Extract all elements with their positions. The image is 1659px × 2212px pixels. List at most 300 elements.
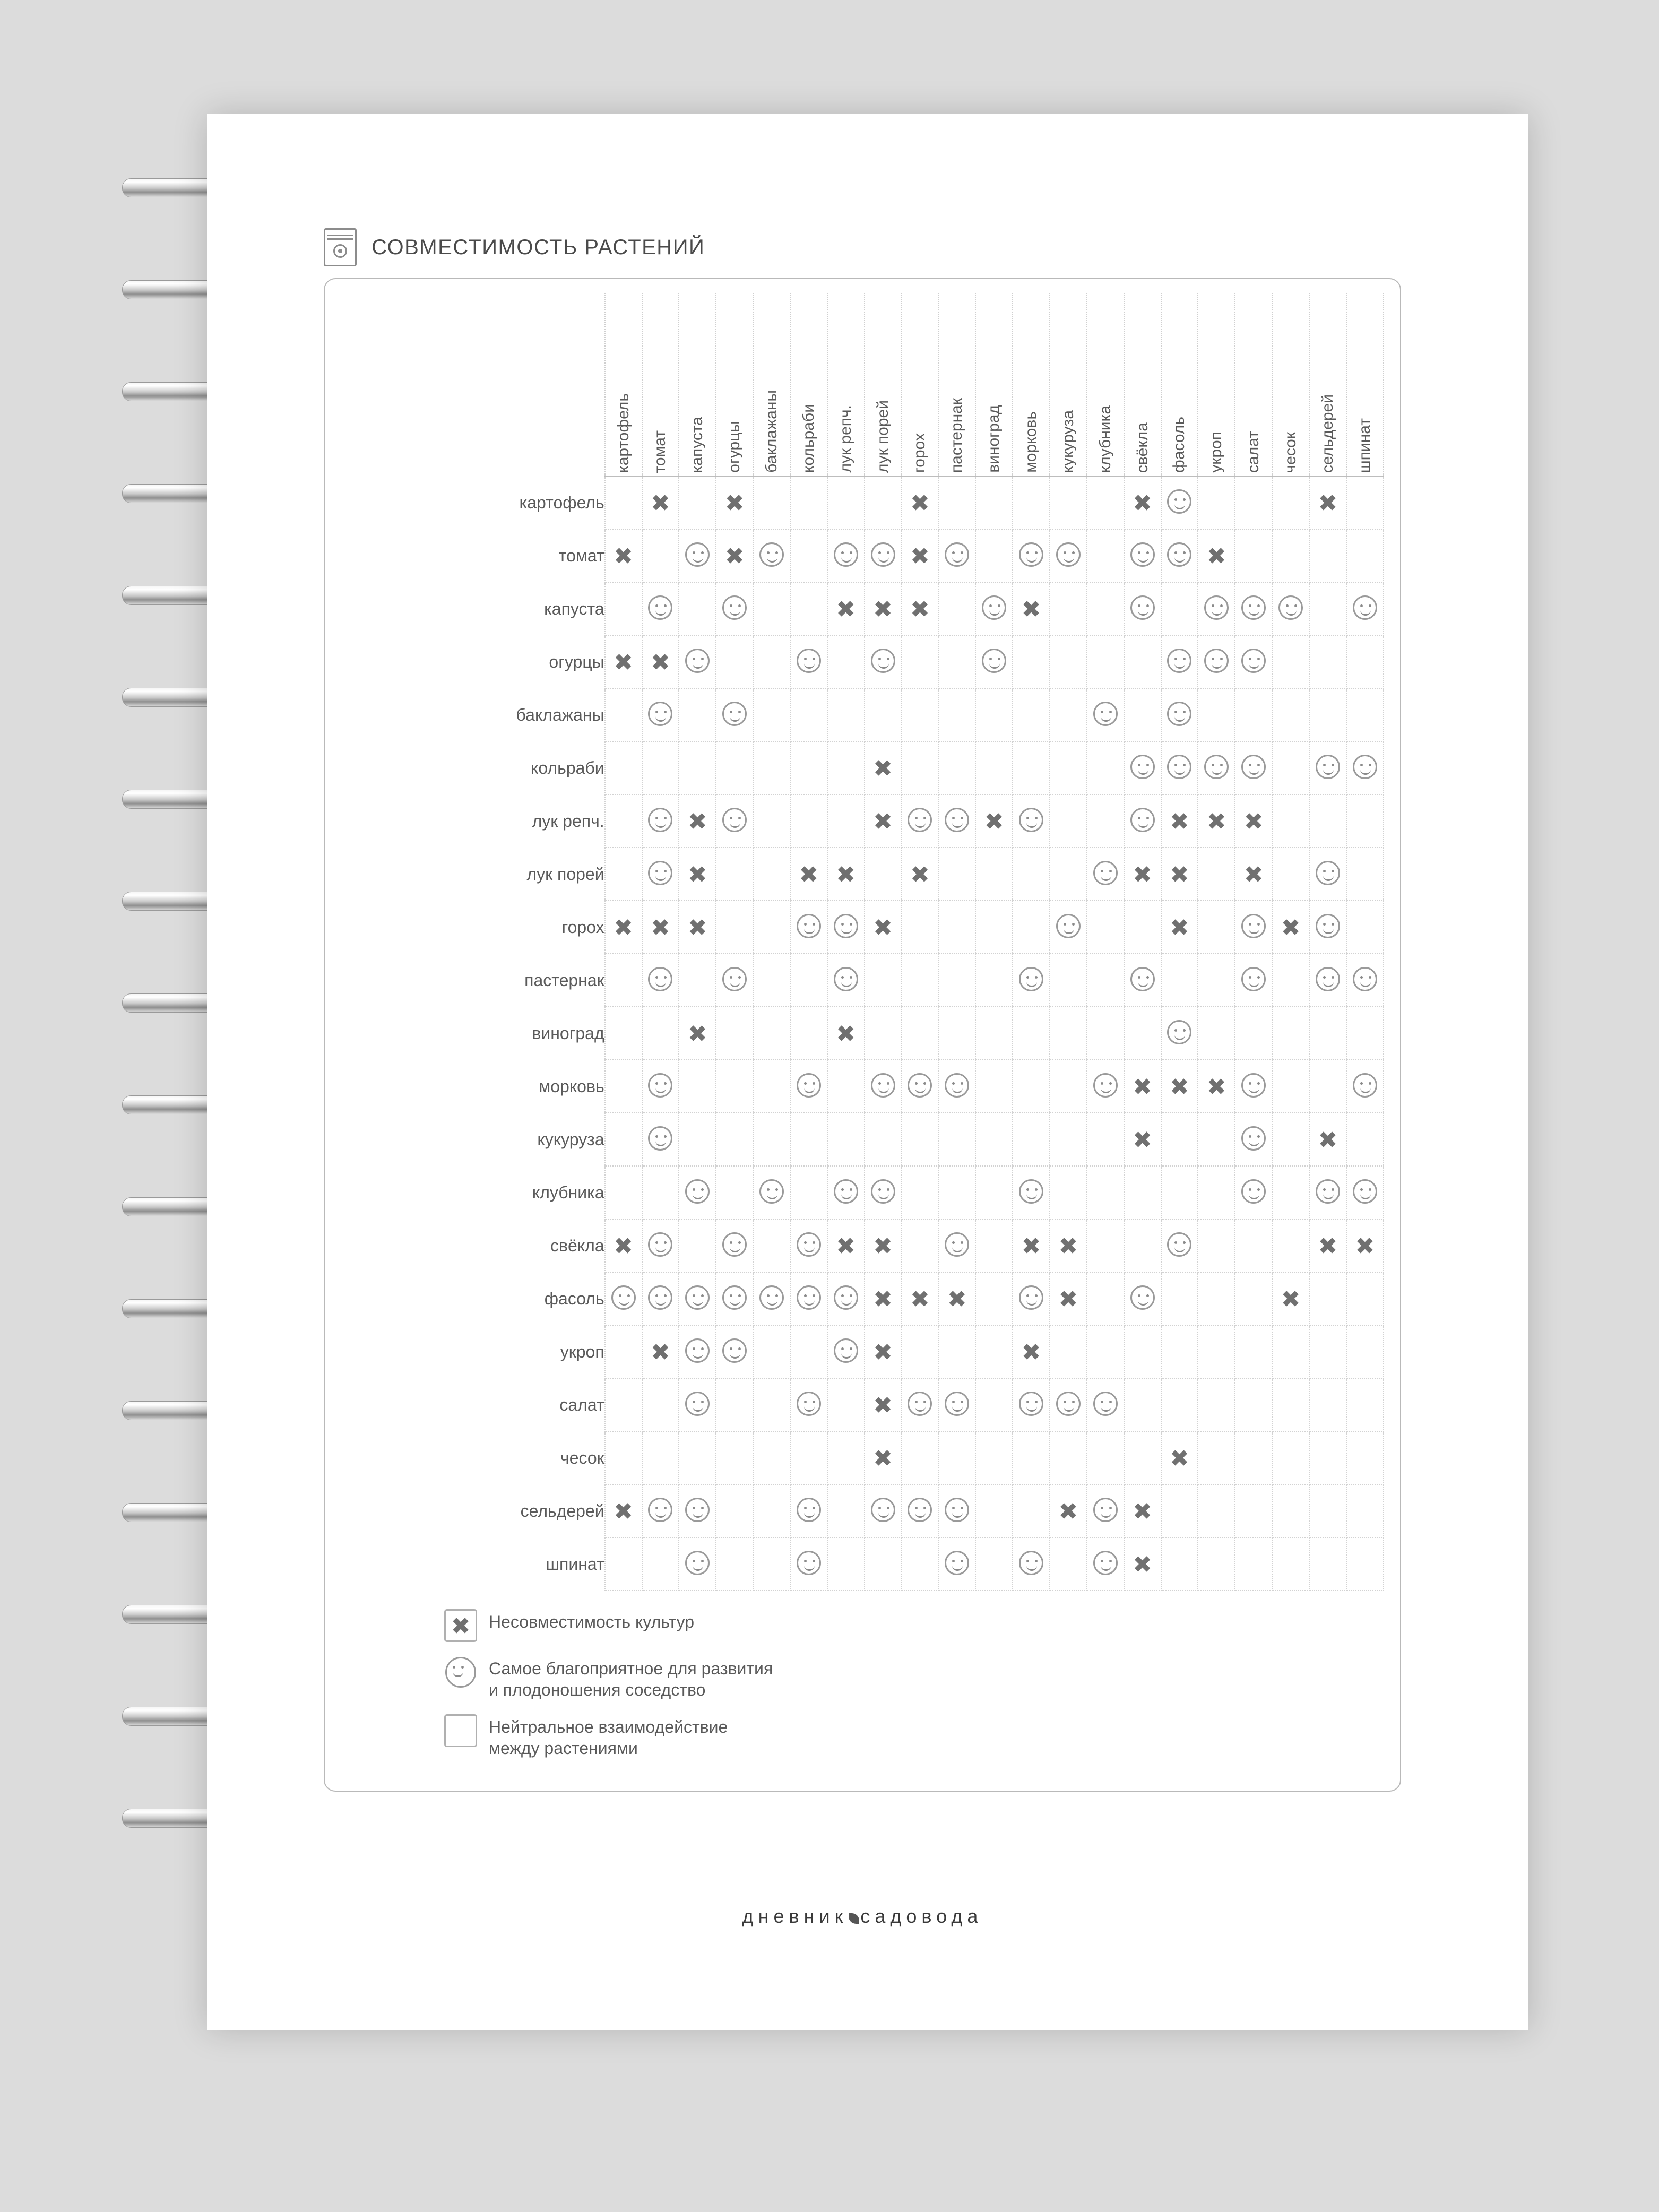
smile-mark-icon — [1316, 1179, 1340, 1204]
cell-neutral — [975, 1060, 1013, 1113]
x-mark-icon: ✖ — [1355, 1233, 1375, 1260]
table-row — [481, 954, 1384, 1007]
smile-mark-icon — [1019, 1285, 1043, 1310]
cell-incompatible — [865, 582, 902, 635]
x-mark-icon: ✖ — [873, 1286, 893, 1313]
cell-favorable — [902, 794, 939, 848]
column-header — [1013, 293, 1050, 476]
row-header-label: лук репч. — [532, 811, 604, 831]
cell-neutral — [1272, 476, 1309, 529]
cell-neutral — [1272, 688, 1309, 741]
cell-neutral — [975, 476, 1013, 529]
cell-neutral — [605, 476, 642, 529]
cell-neutral — [1198, 688, 1235, 741]
legend-label: Самое благоприятное для развития и плодоношения соседство — [489, 1659, 773, 1699]
smile-mark-icon — [1093, 1551, 1118, 1575]
smile-mark-icon — [685, 1338, 710, 1363]
cell-incompatible — [679, 1007, 716, 1060]
cell-neutral — [938, 635, 975, 688]
column-header-label: шпинат — [1355, 418, 1373, 473]
x-mark-icon: ✖ — [687, 1021, 707, 1048]
x-mark-icon: ✖ — [614, 1233, 633, 1260]
cell-neutral — [1198, 1219, 1235, 1272]
row-header-label: лук порей — [526, 864, 604, 884]
cell-neutral — [642, 741, 679, 794]
cell-favorable — [1346, 1060, 1384, 1113]
x-mark-icon: ✖ — [1170, 1074, 1189, 1101]
cell-neutral — [1309, 1378, 1346, 1431]
cell-incompatible — [1161, 794, 1198, 848]
cell-neutral — [1013, 476, 1050, 529]
column-header-label: лук порей — [874, 400, 892, 473]
x-mark-icon: ✖ — [873, 1445, 893, 1472]
smile-mark-icon — [834, 1179, 858, 1204]
cell-favorable — [1309, 954, 1346, 1007]
cell-favorable — [1124, 529, 1161, 582]
x-mark-icon: ✖ — [650, 490, 670, 517]
cell-neutral — [679, 954, 716, 1007]
cell-neutral — [1161, 1484, 1198, 1537]
cell-neutral — [827, 635, 865, 688]
cell-favorable — [827, 529, 865, 582]
cell-neutral — [642, 529, 679, 582]
cell-neutral — [1346, 1484, 1384, 1537]
cell-neutral — [1272, 848, 1309, 901]
cell-neutral — [753, 1378, 790, 1431]
smile-mark-icon — [1353, 755, 1377, 779]
column-header — [1050, 293, 1087, 476]
smile-mark-icon — [1130, 967, 1155, 991]
cell-neutral — [827, 794, 865, 848]
smile-mark-icon — [1167, 1232, 1191, 1257]
smile-mark-icon — [1241, 649, 1266, 673]
cell-incompatible — [716, 529, 753, 582]
column-header-label: лук репч. — [836, 405, 854, 473]
column-header-label: горох — [911, 433, 929, 473]
cell-neutral — [1087, 794, 1124, 848]
cell-incompatible — [605, 1484, 642, 1537]
cell-favorable — [716, 1325, 753, 1378]
smile-mark-icon — [648, 1232, 672, 1257]
cell-neutral — [1013, 1484, 1050, 1537]
cell-favorable — [827, 1272, 865, 1325]
cell-incompatible — [827, 1007, 865, 1060]
smile-mark-icon — [1241, 595, 1266, 620]
cell-neutral — [1346, 476, 1384, 529]
x-mark-icon: ✖ — [1243, 808, 1264, 835]
cell-incompatible — [605, 1219, 642, 1272]
smile-mark-icon — [871, 649, 895, 673]
cell-neutral — [1198, 954, 1235, 1007]
cell-incompatible — [1050, 1484, 1087, 1537]
cell-neutral — [1235, 1219, 1272, 1272]
legend-label: Нейтральное взаимодействие между растениями — [489, 1717, 728, 1758]
cell-neutral — [1050, 688, 1087, 741]
column-header — [975, 293, 1013, 476]
smile-mark-icon — [834, 542, 858, 567]
cell-favorable — [902, 1484, 939, 1537]
cell-neutral — [865, 476, 902, 529]
cell-favorable — [679, 1166, 716, 1219]
x-mark-icon: ✖ — [910, 490, 930, 517]
cell-neutral — [1161, 1325, 1198, 1378]
cell-neutral — [716, 1007, 753, 1060]
cell-neutral — [753, 954, 790, 1007]
cell-neutral — [642, 1537, 679, 1591]
cell-favorable — [1087, 1484, 1124, 1537]
cell-neutral — [605, 582, 642, 635]
cell-neutral — [902, 1537, 939, 1591]
smile-mark-icon — [1241, 967, 1266, 991]
cell-favorable — [1161, 1007, 1198, 1060]
cell-neutral — [753, 635, 790, 688]
x-mark-icon: ✖ — [614, 543, 633, 570]
legend-x-icon — [444, 1609, 477, 1642]
x-mark-icon: ✖ — [799, 861, 819, 888]
cell-neutral — [1124, 1378, 1161, 1431]
column-header-label: томат — [651, 430, 669, 473]
column-header-label: огурцы — [725, 421, 744, 473]
page-title: СОВМЕСТИМОСТЬ РАСТЕНИЙ — [371, 235, 705, 259]
smile-mark-icon — [648, 808, 672, 832]
cell-neutral — [1161, 1113, 1198, 1166]
cell-incompatible — [1124, 476, 1161, 529]
cell-favorable — [1161, 688, 1198, 741]
cell-neutral — [865, 848, 902, 901]
cell-favorable — [716, 582, 753, 635]
cell-neutral — [1235, 1484, 1272, 1537]
cell-favorable — [1013, 1378, 1050, 1431]
cell-neutral — [827, 741, 865, 794]
cell-neutral — [753, 1537, 790, 1591]
cell-neutral — [975, 1007, 1013, 1060]
cell-neutral — [1309, 1060, 1346, 1113]
cell-neutral — [975, 741, 1013, 794]
smile-mark-icon — [648, 1073, 672, 1098]
cell-neutral — [1346, 1272, 1384, 1325]
column-header — [1198, 293, 1235, 476]
cell-neutral — [1087, 476, 1124, 529]
cell-neutral — [790, 582, 827, 635]
smile-mark-icon — [982, 649, 1006, 673]
column-header — [605, 293, 642, 476]
smile-mark-icon — [908, 1073, 932, 1098]
cell-neutral — [1087, 635, 1124, 688]
cell-neutral — [716, 1378, 753, 1431]
cell-neutral — [790, 1007, 827, 1060]
cell-neutral — [716, 635, 753, 688]
cell-neutral — [642, 1007, 679, 1060]
x-mark-icon: ✖ — [650, 1339, 670, 1366]
cell-favorable — [865, 635, 902, 688]
smile-mark-icon — [685, 542, 710, 567]
smile-mark-icon — [1167, 702, 1191, 726]
cell-neutral — [1235, 1537, 1272, 1591]
smile-mark-icon — [1316, 861, 1340, 885]
cell-neutral — [679, 741, 716, 794]
column-header — [938, 293, 975, 476]
cell-neutral — [1087, 901, 1124, 954]
cell-incompatible — [827, 1219, 865, 1272]
cell-favorable — [1124, 954, 1161, 1007]
smile-mark-icon — [722, 702, 747, 726]
cell-neutral — [865, 1537, 902, 1591]
cell-neutral — [902, 954, 939, 1007]
smile-mark-icon — [1093, 1498, 1118, 1522]
cell-neutral — [1013, 848, 1050, 901]
cell-neutral — [827, 1113, 865, 1166]
table-corner — [481, 293, 605, 476]
x-mark-icon: ✖ — [873, 1233, 893, 1260]
cell-favorable — [790, 1060, 827, 1113]
seed-packet-icon — [324, 228, 357, 266]
cell-incompatible — [1198, 1060, 1235, 1113]
cell-neutral — [790, 741, 827, 794]
smile-mark-icon — [834, 914, 858, 938]
cell-incompatible — [865, 1272, 902, 1325]
column-header — [716, 293, 753, 476]
smile-mark-icon — [685, 1285, 710, 1310]
cell-favorable — [679, 1325, 716, 1378]
cell-neutral — [790, 1166, 827, 1219]
x-mark-icon: ✖ — [614, 649, 633, 676]
cell-neutral — [1087, 1113, 1124, 1166]
cell-favorable — [1346, 582, 1384, 635]
smile-mark-icon — [1093, 1073, 1118, 1098]
smile-mark-icon — [945, 1232, 969, 1257]
cell-neutral — [679, 1060, 716, 1113]
cell-neutral — [975, 1325, 1013, 1378]
cell-neutral — [1309, 1537, 1346, 1591]
cell-neutral — [1272, 1219, 1309, 1272]
row-header-label: сельдерей — [520, 1501, 604, 1520]
cell-neutral — [605, 1007, 642, 1060]
cell-incompatible — [1161, 901, 1198, 954]
cell-incompatible — [1309, 1219, 1346, 1272]
cell-incompatible — [642, 1325, 679, 1378]
smile-mark-icon — [1204, 755, 1229, 779]
cell-neutral — [938, 688, 975, 741]
cell-incompatible — [605, 529, 642, 582]
cell-incompatible — [1124, 1537, 1161, 1591]
cell-incompatible — [865, 1325, 902, 1378]
cell-neutral — [902, 688, 939, 741]
cell-favorable — [716, 688, 753, 741]
cell-neutral — [1013, 901, 1050, 954]
cell-neutral — [1050, 1325, 1087, 1378]
column-header — [790, 293, 827, 476]
cell-neutral — [642, 1431, 679, 1484]
cell-neutral — [1124, 901, 1161, 954]
cell-incompatible — [975, 794, 1013, 848]
cell-neutral — [1346, 1431, 1384, 1484]
smile-mark-icon — [871, 542, 895, 567]
cell-neutral — [605, 688, 642, 741]
cell-favorable — [1161, 476, 1198, 529]
leaf-icon — [849, 1913, 859, 1924]
x-mark-icon: ✖ — [614, 1498, 633, 1525]
x-mark-icon: ✖ — [1318, 490, 1338, 517]
cell-neutral — [605, 848, 642, 901]
table-row — [481, 529, 1384, 582]
cell-neutral — [605, 954, 642, 1007]
table-row — [481, 1325, 1384, 1378]
cell-favorable — [1346, 1166, 1384, 1219]
column-header-label: морковь — [1022, 411, 1040, 473]
cell-neutral — [975, 901, 1013, 954]
cell-neutral — [1346, 1325, 1384, 1378]
cell-neutral — [1013, 1060, 1050, 1113]
cell-neutral — [605, 1431, 642, 1484]
smile-mark-icon — [1056, 1392, 1081, 1416]
cell-favorable — [1235, 901, 1272, 954]
cell-neutral — [975, 688, 1013, 741]
cell-favorable — [790, 1378, 827, 1431]
x-mark-icon: ✖ — [836, 1021, 856, 1048]
cell-neutral — [679, 1219, 716, 1272]
cell-neutral — [1198, 476, 1235, 529]
smile-mark-icon — [1130, 755, 1155, 779]
cell-neutral — [1050, 1431, 1087, 1484]
cell-favorable — [642, 954, 679, 1007]
column-header-label: кукуруза — [1059, 410, 1077, 473]
cell-neutral — [605, 1537, 642, 1591]
cell-incompatible — [642, 901, 679, 954]
smile-mark-icon — [908, 808, 932, 832]
legend — [444, 1609, 1384, 1759]
cell-favorable — [865, 1166, 902, 1219]
cell-neutral — [827, 1431, 865, 1484]
cell-favorable — [1087, 1378, 1124, 1431]
column-header — [902, 293, 939, 476]
cell-neutral — [1272, 1325, 1309, 1378]
cell-favorable — [642, 1060, 679, 1113]
cell-neutral — [1087, 1431, 1124, 1484]
cell-neutral — [716, 1166, 753, 1219]
cell-neutral — [1087, 1272, 1124, 1325]
cell-favorable — [642, 688, 679, 741]
cell-neutral — [790, 688, 827, 741]
cell-favorable — [1050, 529, 1087, 582]
cell-favorable — [1235, 1166, 1272, 1219]
cell-neutral — [1235, 476, 1272, 529]
cell-neutral — [1198, 1166, 1235, 1219]
table-row — [481, 1060, 1384, 1113]
cell-incompatible — [865, 901, 902, 954]
legend-item-incompatible — [444, 1609, 1384, 1642]
smile-mark-icon — [871, 1498, 895, 1522]
cell-neutral — [1050, 794, 1087, 848]
cell-neutral — [938, 1431, 975, 1484]
x-mark-icon: ✖ — [984, 808, 1004, 835]
smile-mark-icon — [648, 1285, 672, 1310]
cell-neutral — [1198, 1113, 1235, 1166]
cell-incompatible — [679, 794, 716, 848]
smile-mark-icon — [797, 1285, 821, 1310]
cell-favorable — [1198, 741, 1235, 794]
cell-neutral — [679, 1431, 716, 1484]
smile-mark-icon — [759, 1285, 784, 1310]
cell-neutral — [1087, 582, 1124, 635]
cell-neutral — [975, 1431, 1013, 1484]
cell-neutral — [827, 1537, 865, 1591]
smile-mark-icon — [648, 595, 672, 620]
cell-favorable — [679, 1537, 716, 1591]
cell-favorable — [1198, 635, 1235, 688]
cell-neutral — [679, 1113, 716, 1166]
smile-mark-icon — [722, 808, 747, 832]
cell-neutral — [1198, 1325, 1235, 1378]
cell-neutral — [902, 1166, 939, 1219]
smile-mark-icon — [797, 1073, 821, 1098]
row-header-label: горох — [561, 917, 604, 937]
smile-mark-icon — [1130, 542, 1155, 567]
cell-favorable — [1272, 582, 1309, 635]
column-header-label: салат — [1245, 431, 1263, 473]
smile-mark-icon — [1353, 595, 1377, 620]
cell-favorable — [642, 794, 679, 848]
x-mark-icon: ✖ — [1058, 1233, 1078, 1260]
x-mark-icon: ✖ — [873, 755, 893, 782]
cell-neutral — [1198, 1484, 1235, 1537]
column-header-label: картофель — [614, 393, 632, 473]
legend-empty-icon — [444, 1714, 477, 1747]
table-body — [481, 476, 1384, 1591]
column-header-label: пастернак — [948, 398, 966, 473]
cell-favorable — [1087, 1537, 1124, 1591]
cell-incompatible — [1309, 476, 1346, 529]
cell-favorable — [605, 1272, 642, 1325]
cell-incompatible — [902, 529, 939, 582]
cell-incompatible — [827, 848, 865, 901]
cell-favorable — [790, 1537, 827, 1591]
cell-favorable — [1235, 1060, 1272, 1113]
cell-neutral — [1050, 1060, 1087, 1113]
smile-mark-icon — [1167, 542, 1191, 567]
cell-incompatible — [1272, 1272, 1309, 1325]
column-header-label: сельдерей — [1318, 394, 1336, 473]
x-mark-icon: ✖ — [1170, 861, 1189, 888]
cell-neutral — [827, 476, 865, 529]
cell-favorable — [865, 529, 902, 582]
cell-favorable — [642, 1113, 679, 1166]
x-mark-icon: ✖ — [1021, 1339, 1041, 1366]
x-mark-icon: ✖ — [947, 1286, 967, 1313]
row-header-label: картофель — [519, 492, 604, 512]
cell-incompatible — [902, 848, 939, 901]
row-header-label: капуста — [544, 599, 604, 618]
x-mark-icon: ✖ — [873, 1339, 893, 1366]
cell-favorable — [975, 635, 1013, 688]
cell-neutral — [938, 476, 975, 529]
cell-incompatible — [865, 1378, 902, 1431]
x-mark-icon: ✖ — [1058, 1286, 1078, 1313]
cell-neutral — [902, 901, 939, 954]
cell-neutral — [975, 1272, 1013, 1325]
column-header-label: баклажаны — [763, 390, 780, 473]
cell-neutral — [1124, 635, 1161, 688]
row-header-label: чесок — [560, 1448, 604, 1467]
table-header — [481, 293, 1384, 476]
row-header-label: шпинат — [546, 1554, 604, 1574]
cell-neutral — [679, 688, 716, 741]
cell-neutral — [753, 476, 790, 529]
cell-neutral — [716, 1113, 753, 1166]
legend-item-favorable — [444, 1656, 1384, 1700]
cell-favorable — [1124, 741, 1161, 794]
cell-favorable — [642, 1219, 679, 1272]
footer-right-text: садовода — [860, 1905, 983, 1927]
